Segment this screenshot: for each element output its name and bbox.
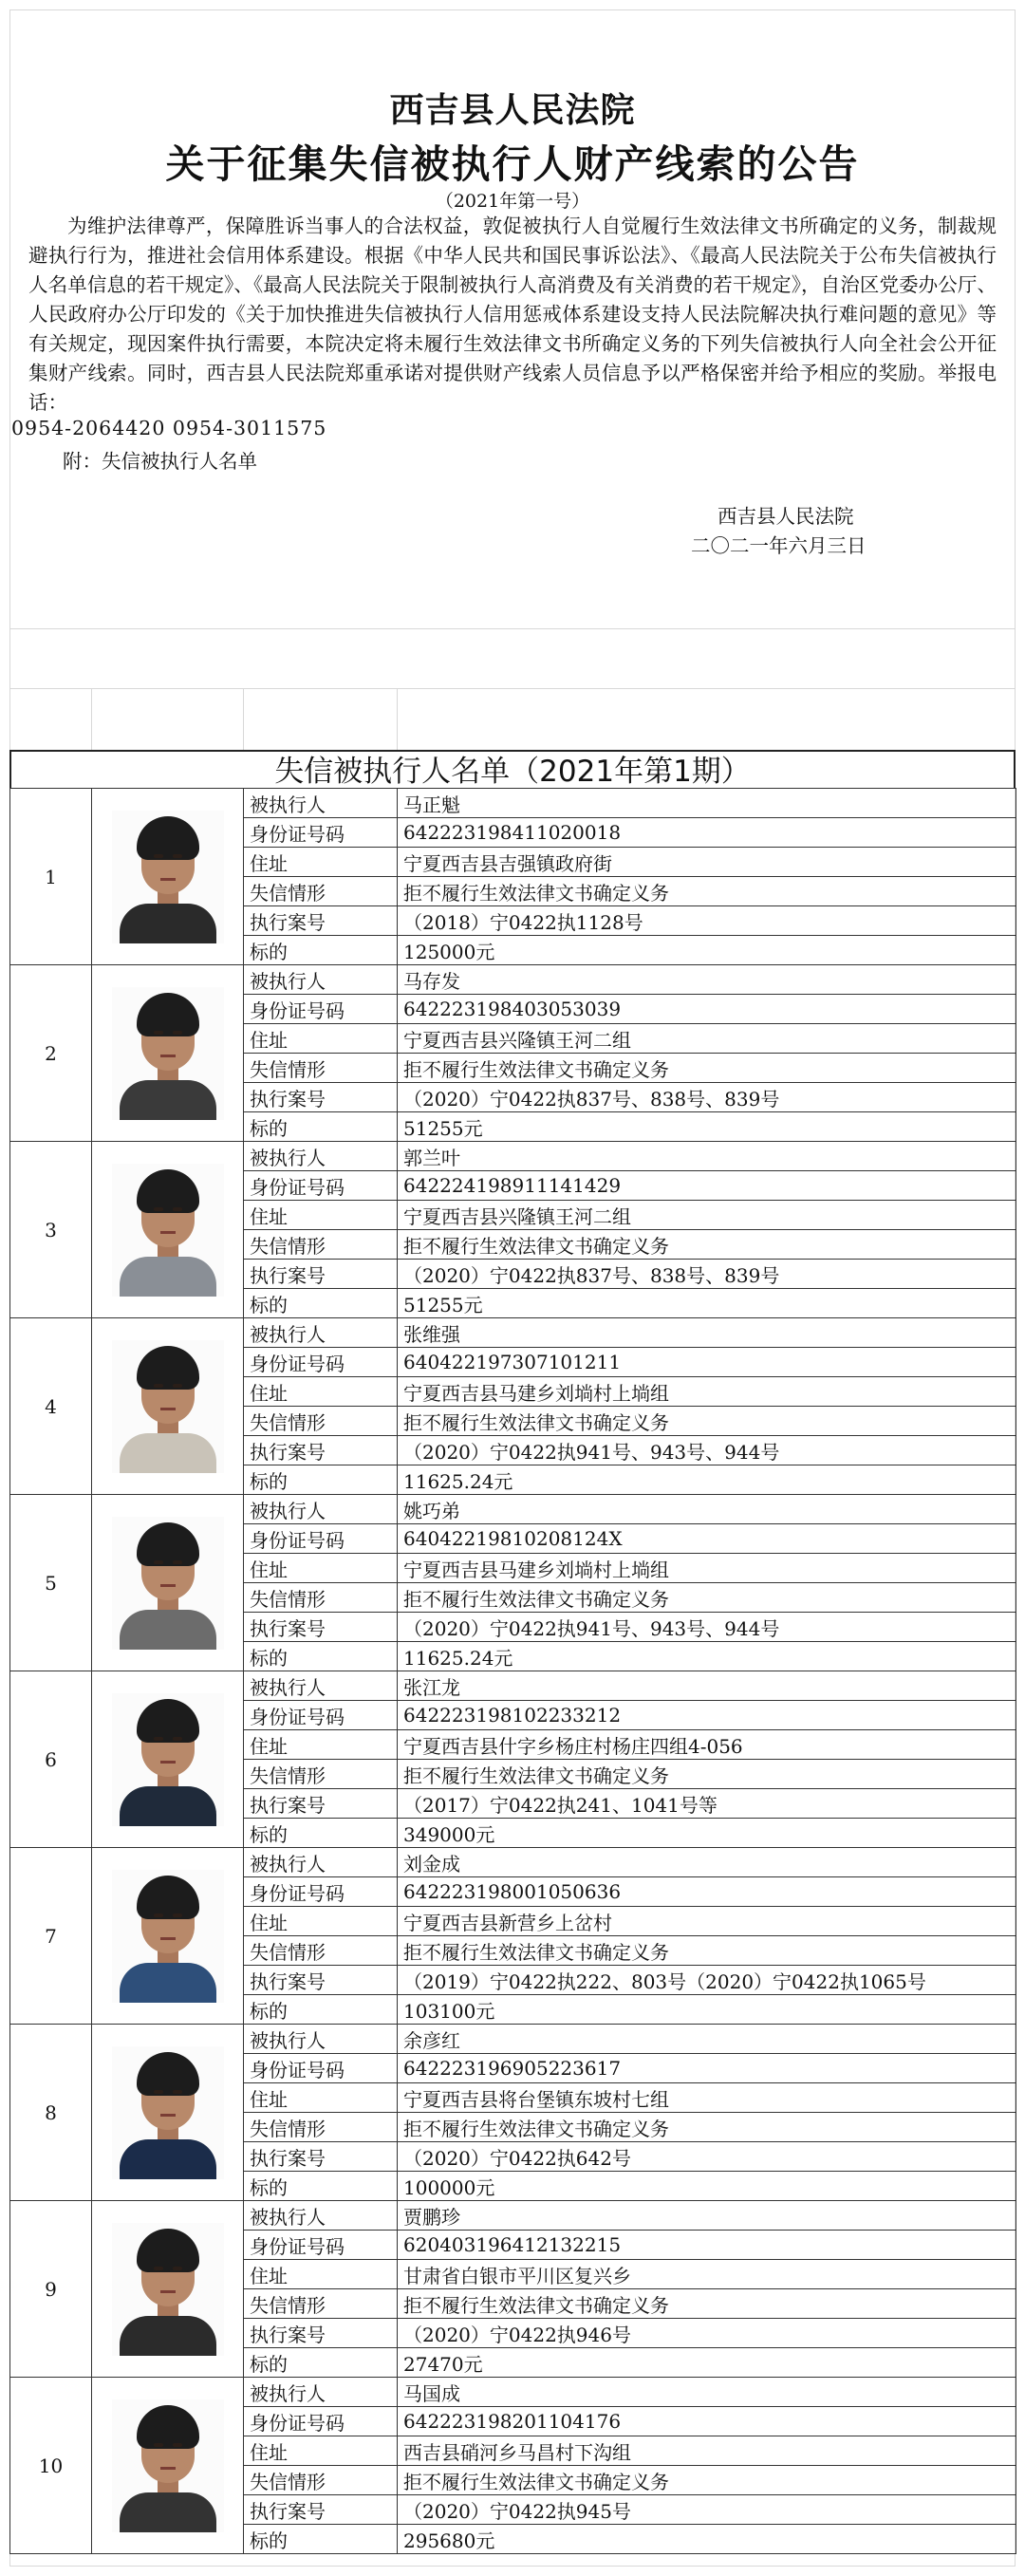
field-label: 标的 xyxy=(244,1289,398,1318)
field-value-situation: 拒不履行生效法律文书确定义务 xyxy=(398,1936,1016,1966)
person-photo xyxy=(112,1870,224,2003)
field-value-case: （2020）宁0422执837号、838号、839号 xyxy=(398,1083,1016,1112)
field-value-amount: 103100元 xyxy=(398,1995,1016,2025)
grid-line xyxy=(243,688,244,750)
person-photo xyxy=(112,987,224,1120)
field-value-address: 宁夏西吉县新营乡上岔村 xyxy=(398,1907,1016,1936)
table-row xyxy=(10,2378,1016,2407)
table-row xyxy=(10,789,1016,818)
field-value-case: （2017）宁0422执241、1041号等 xyxy=(398,1789,1016,1819)
field-value-case: （2018）宁0422执1128号 xyxy=(398,906,1016,936)
entry-number: 7 xyxy=(10,1848,92,2025)
field-label: 身份证号码 xyxy=(244,2231,398,2260)
field-label: 身份证号码 xyxy=(244,995,398,1024)
field-value-address: 宁夏西吉县吉强镇政府街 xyxy=(398,848,1016,877)
field-value-address: 西吉县硝河乡马昌村下沟组 xyxy=(398,2436,1016,2466)
field-label: 执行案号 xyxy=(244,906,398,936)
field-value-id: 640422197307101211 xyxy=(398,1348,1016,1377)
field-value-name: 郭兰叶 xyxy=(398,1142,1016,1171)
field-value-situation: 拒不履行生效法律文书确定义务 xyxy=(398,2113,1016,2142)
field-value-id: 642223198201104176 xyxy=(398,2407,1016,2436)
debtor-photo xyxy=(92,2025,244,2201)
field-label: 标的 xyxy=(244,1995,398,2025)
field-label: 住址 xyxy=(244,1554,398,1583)
person-photo xyxy=(112,1693,224,1826)
field-value-amount: 27470元 xyxy=(398,2348,1016,2378)
field-value-situation: 拒不履行生效法律文书确定义务 xyxy=(398,1407,1016,1436)
field-label: 被执行人 xyxy=(244,1848,398,1877)
field-value-case: （2020）宁0422执837号、838号、839号 xyxy=(398,1260,1016,1289)
table-row xyxy=(10,2201,1016,2231)
field-label: 执行案号 xyxy=(244,1083,398,1112)
field-label: 住址 xyxy=(244,1201,398,1230)
field-value-id: 642224198911141429 xyxy=(398,1171,1016,1201)
field-label: 身份证号码 xyxy=(244,2054,398,2083)
person-photo xyxy=(112,2223,224,2356)
court-name: 西吉县人民法院 xyxy=(389,91,636,130)
field-label: 住址 xyxy=(244,2436,398,2466)
person-photo xyxy=(112,2399,224,2532)
field-value-amount: 11625.24元 xyxy=(398,1465,1016,1495)
debtor-photo xyxy=(92,789,244,965)
field-label: 标的 xyxy=(244,1642,398,1671)
entry-number: 6 xyxy=(10,1671,92,1848)
field-label: 失信情形 xyxy=(244,877,398,906)
field-label: 失信情形 xyxy=(244,2466,398,2495)
field-label: 失信情形 xyxy=(244,1230,398,1260)
field-value-address: 甘肃省白银市平川区复兴乡 xyxy=(398,2260,1016,2289)
table-row xyxy=(10,1848,1016,1877)
debtor-photo xyxy=(92,1495,244,1671)
debtor-photo xyxy=(92,1142,244,1318)
field-value-situation: 拒不履行生效法律文书确定义务 xyxy=(398,2466,1016,2495)
field-value-name: 姚巧弟 xyxy=(398,1495,1016,1524)
entry-number: 8 xyxy=(10,2025,92,2201)
field-value-amount: 51255元 xyxy=(398,1289,1016,1318)
field-value-name: 张维强 xyxy=(398,1318,1016,1348)
field-value-address: 宁夏西吉县兴隆镇王河二组 xyxy=(398,1024,1016,1054)
entry-number: 2 xyxy=(10,965,92,1142)
person-photo xyxy=(112,1340,224,1473)
field-value-address: 宁夏西吉县马建乡刘埫村上埫组 xyxy=(398,1377,1016,1407)
person-photo xyxy=(112,1517,224,1650)
entry-number: 1 xyxy=(10,789,92,965)
entry-number: 10 xyxy=(10,2378,92,2554)
field-label: 失信情形 xyxy=(244,2113,398,2142)
field-value-case: （2019）宁0422执222、803号（2020）宁0422执1065号 xyxy=(398,1966,1016,1995)
issue-number: （2021年第一号） xyxy=(435,191,590,212)
field-label: 住址 xyxy=(244,848,398,877)
field-label: 执行案号 xyxy=(244,1436,398,1465)
grid-line xyxy=(397,688,398,750)
field-label: 住址 xyxy=(244,1907,398,1936)
field-label: 身份证号码 xyxy=(244,1701,398,1730)
field-value-case: （2020）宁0422执642号 xyxy=(398,2142,1016,2172)
field-label: 标的 xyxy=(244,1819,398,1848)
field-value-case: （2020）宁0422执941号、943号、944号 xyxy=(398,1613,1016,1642)
field-value-name: 马存发 xyxy=(398,965,1016,995)
field-value-situation: 拒不履行生效法律文书确定义务 xyxy=(398,1230,1016,1260)
field-label: 执行案号 xyxy=(244,2319,398,2348)
table-row xyxy=(10,1495,1016,1524)
field-value-id: 642223198403053039 xyxy=(398,995,1016,1024)
grid-line xyxy=(9,628,1016,629)
field-value-id: 620403196412132215 xyxy=(398,2231,1016,2260)
field-label: 被执行人 xyxy=(244,1671,398,1701)
debtor-list-table xyxy=(9,788,1016,2554)
field-label: 执行案号 xyxy=(244,1966,398,1995)
field-value-name: 贾鹏珍 xyxy=(398,2201,1016,2231)
field-label: 住址 xyxy=(244,1730,398,1760)
field-value-situation: 拒不履行生效法律文书确定义务 xyxy=(398,2289,1016,2319)
field-label: 身份证号码 xyxy=(244,1877,398,1907)
field-label: 身份证号码 xyxy=(244,2407,398,2436)
field-label: 执行案号 xyxy=(244,1789,398,1819)
field-label: 被执行人 xyxy=(244,1142,398,1171)
field-value-situation: 拒不履行生效法律文书确定义务 xyxy=(398,1760,1016,1789)
field-value-case: （2020）宁0422执941号、943号、944号 xyxy=(398,1436,1016,1465)
table-row xyxy=(10,1671,1016,1701)
field-value-id: 642223198001050636 xyxy=(398,1877,1016,1907)
debtor-photo xyxy=(92,1318,244,1495)
field-label: 身份证号码 xyxy=(244,818,398,848)
grid-line xyxy=(9,688,1016,689)
field-label: 执行案号 xyxy=(244,2495,398,2525)
field-value-id: 642223198411020018 xyxy=(398,818,1016,848)
field-value-amount: 51255元 xyxy=(398,1112,1016,1142)
field-value-situation: 拒不履行生效法律文书确定义务 xyxy=(398,1583,1016,1613)
field-label: 身份证号码 xyxy=(244,1171,398,1201)
field-label: 执行案号 xyxy=(244,2142,398,2172)
field-label: 被执行人 xyxy=(244,2378,398,2407)
field-label: 被执行人 xyxy=(244,789,398,818)
field-value-amount: 125000元 xyxy=(398,936,1016,965)
table-row xyxy=(10,2025,1016,2054)
field-label: 标的 xyxy=(244,1112,398,1142)
field-label: 被执行人 xyxy=(244,965,398,995)
debtor-photo xyxy=(92,1671,244,1848)
field-label: 失信情形 xyxy=(244,1054,398,1083)
field-label: 执行案号 xyxy=(244,1613,398,1642)
field-value-address: 宁夏西吉县什字乡杨庄村杨庄四组4-056 xyxy=(398,1730,1016,1760)
field-value-id: 642223198102233212 xyxy=(398,1701,1016,1730)
debtor-photo xyxy=(92,965,244,1142)
table-row xyxy=(10,965,1016,995)
field-value-name: 马正魁 xyxy=(398,789,1016,818)
field-label: 失信情形 xyxy=(244,1407,398,1436)
notice-title: 关于征集失信被执行人财产线索的公告 xyxy=(165,141,860,187)
report-phones: 0954-2064420 0954-3011575 xyxy=(11,417,327,439)
entry-number: 3 xyxy=(10,1142,92,1318)
field-value-amount: 100000元 xyxy=(398,2172,1016,2201)
field-value-name: 余彦红 xyxy=(398,2025,1016,2054)
field-value-id: 642223196905223617 xyxy=(398,2054,1016,2083)
field-value-id: 64042219810208124X xyxy=(398,1524,1016,1554)
field-label: 住址 xyxy=(244,1377,398,1407)
person-photo xyxy=(112,1164,224,1297)
field-value-case: （2020）宁0422执945号 xyxy=(398,2495,1016,2525)
field-label: 被执行人 xyxy=(244,2025,398,2054)
field-label: 身份证号码 xyxy=(244,1524,398,1554)
field-value-amount: 349000元 xyxy=(398,1819,1016,1848)
field-label: 标的 xyxy=(244,2172,398,2201)
field-label: 标的 xyxy=(244,2525,398,2554)
field-label: 身份证号码 xyxy=(244,1348,398,1377)
field-label: 被执行人 xyxy=(244,2201,398,2231)
field-value-situation: 拒不履行生效法律文书确定义务 xyxy=(398,877,1016,906)
field-label: 住址 xyxy=(244,2260,398,2289)
field-value-name: 刘金成 xyxy=(398,1848,1016,1877)
entry-number: 4 xyxy=(10,1318,92,1495)
field-value-amount: 11625.24元 xyxy=(398,1642,1016,1671)
field-label: 失信情形 xyxy=(244,2289,398,2319)
attachment-note: 附：失信被执行人名单 xyxy=(63,450,257,473)
field-value-amount: 295680元 xyxy=(398,2525,1016,2554)
person-photo xyxy=(112,811,224,943)
field-label: 标的 xyxy=(244,1465,398,1495)
field-value-situation: 拒不履行生效法律文书确定义务 xyxy=(398,1054,1016,1083)
entry-number: 5 xyxy=(10,1495,92,1671)
field-label: 住址 xyxy=(244,2083,398,2113)
field-value-address: 宁夏西吉县马建乡刘埫村上埫组 xyxy=(398,1554,1016,1583)
field-value-address: 宁夏西吉县兴隆镇王河二组 xyxy=(398,1201,1016,1230)
field-label: 被执行人 xyxy=(244,1495,398,1524)
field-label: 住址 xyxy=(244,1024,398,1054)
field-label: 失信情形 xyxy=(244,1583,398,1613)
notice-body: 为维护法律尊严，保障胜诉当事人的合法权益，敦促被执行人自觉履行生效法律文书所确定的义务，制裁规避执行行为，推进社会信用体系建设。根据《中华人民共和国民事诉讼法》、《最高人民法院关于公布失信被执行人名单信息的若干规定》、《最高人民法院关于限制被执行人高消费及有关消费的若干规定》，自治区党委办公厅、人民政府办公厅印发的《关于加快推进失信被执行人信用惩戒体系建设支持人民法院解决执行难问题的意见》等有关规定，现因案件执行需要，本院决定将未履行生效法律文书所确定义务的下列失信被执行人向全社会公开征集财产线索。同时，西吉县人民法院郑重承诺对提供财产线索人员信息予以严格保密并给予相应的奖励。举报电话： xyxy=(28,215,997,414)
field-label: 失信情形 xyxy=(244,1760,398,1789)
table-row xyxy=(10,1318,1016,1348)
field-label: 标的 xyxy=(244,2348,398,2378)
field-value-address: 宁夏西吉县将台堡镇东坡村七组 xyxy=(398,2083,1016,2113)
field-label: 失信情形 xyxy=(244,1936,398,1966)
field-label: 被执行人 xyxy=(244,1318,398,1348)
debtor-photo xyxy=(92,2201,244,2378)
field-value-case: （2020）宁0422执946号 xyxy=(398,2319,1016,2348)
list-title: 失信被执行人名单（2021年第1期） xyxy=(9,750,1016,788)
field-value-name: 马国成 xyxy=(398,2378,1016,2407)
table-row xyxy=(10,1142,1016,1171)
debtor-photo xyxy=(92,2378,244,2554)
field-label: 执行案号 xyxy=(244,1260,398,1289)
entry-number: 9 xyxy=(10,2201,92,2378)
debtor-photo xyxy=(92,1848,244,2025)
field-value-name: 张江龙 xyxy=(398,1671,1016,1701)
person-photo xyxy=(112,2046,224,2179)
field-label: 标的 xyxy=(244,936,398,965)
signature-date: 二〇二一年六月三日 xyxy=(691,534,867,557)
signature-org: 西吉县人民法院 xyxy=(718,505,854,528)
grid-line xyxy=(91,688,92,750)
